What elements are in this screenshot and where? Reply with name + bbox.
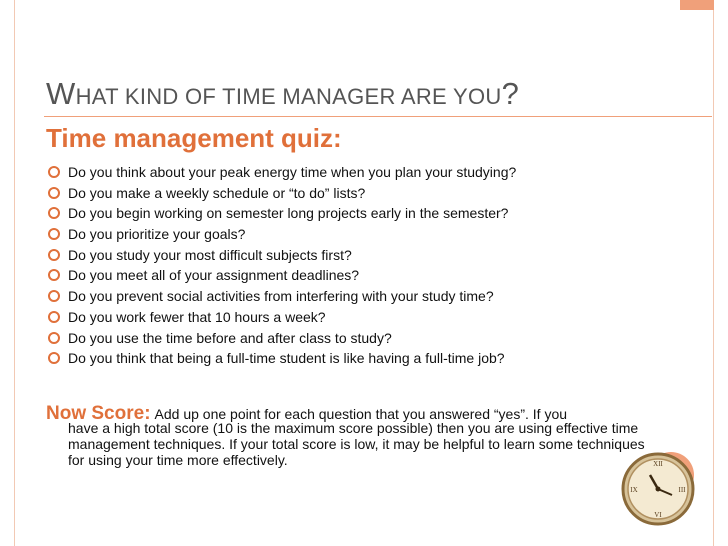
question-text: Do you think that being a full-time student is like having a full-time job? xyxy=(68,350,505,367)
question-item xyxy=(46,349,516,370)
question-text: Do you work fewer that 10 hours a week? xyxy=(68,308,326,325)
circle-bullet-icon xyxy=(48,311,60,323)
question-item xyxy=(46,225,516,246)
question-text: Do you make a weekly schedule or “to do” lists? xyxy=(68,184,366,201)
question-item xyxy=(46,266,516,287)
question-text: Do you use the time before and after class to study? xyxy=(68,329,392,346)
question-item xyxy=(46,308,516,329)
question-text: Do you think about your peak energy time when you plan your studying? xyxy=(68,164,517,180)
circle-bullet-icon xyxy=(48,187,60,199)
question-text: Do you meet all of your assignment deadlines? xyxy=(68,267,360,284)
question-list xyxy=(46,163,516,370)
svg-text:VI: VI xyxy=(654,511,662,519)
slide-title xyxy=(46,76,686,112)
score-body: have a high total score (10 is the maximum score possible) then you are using effective time management techniques. If your total score is low, it may be helpful to learn some techniques for using your time more effectively. xyxy=(68,420,645,468)
circle-bullet-icon xyxy=(48,332,60,344)
question-text: Do you prevent social activities from interfering with your study time? xyxy=(68,288,494,305)
circle-bullet-icon xyxy=(48,352,60,364)
circle-bullet-icon xyxy=(48,166,60,178)
svg-text:XII: XII xyxy=(653,460,663,468)
circle-bullet-icon xyxy=(48,207,60,219)
score-label: Now Score: xyxy=(46,403,151,424)
question-text: Do you begin working on semester long projects early in the semester? xyxy=(68,205,509,222)
question-text: Do you study your most difficult subjects first? xyxy=(68,246,352,263)
quiz-heading: Time management quiz: xyxy=(46,123,342,153)
question-item xyxy=(46,329,516,350)
question-item xyxy=(46,204,516,225)
title-divider xyxy=(44,116,712,117)
title-rest: HAT KIND OF TIME MANAGER ARE YOU xyxy=(75,84,502,109)
question-item xyxy=(46,287,516,308)
corner-accent-bar xyxy=(680,0,714,10)
score-section xyxy=(46,403,646,468)
question-text: Do you prioritize your goals? xyxy=(68,226,246,243)
circle-bullet-icon xyxy=(48,249,60,261)
question-item xyxy=(46,163,516,184)
question-item xyxy=(46,184,516,205)
title-end: ? xyxy=(501,76,520,111)
circle-bullet-icon xyxy=(48,228,60,240)
score-first-line: Add up one point for each question that you answered “yes”. If you xyxy=(154,406,568,422)
circle-bullet-icon xyxy=(48,290,60,302)
circle-bullet-icon xyxy=(48,269,60,281)
question-item xyxy=(46,246,516,267)
svg-text:IX: IX xyxy=(630,486,638,494)
svg-text:III: III xyxy=(678,486,686,494)
title-first-letter: W xyxy=(46,76,76,111)
clock-icon xyxy=(620,445,702,527)
